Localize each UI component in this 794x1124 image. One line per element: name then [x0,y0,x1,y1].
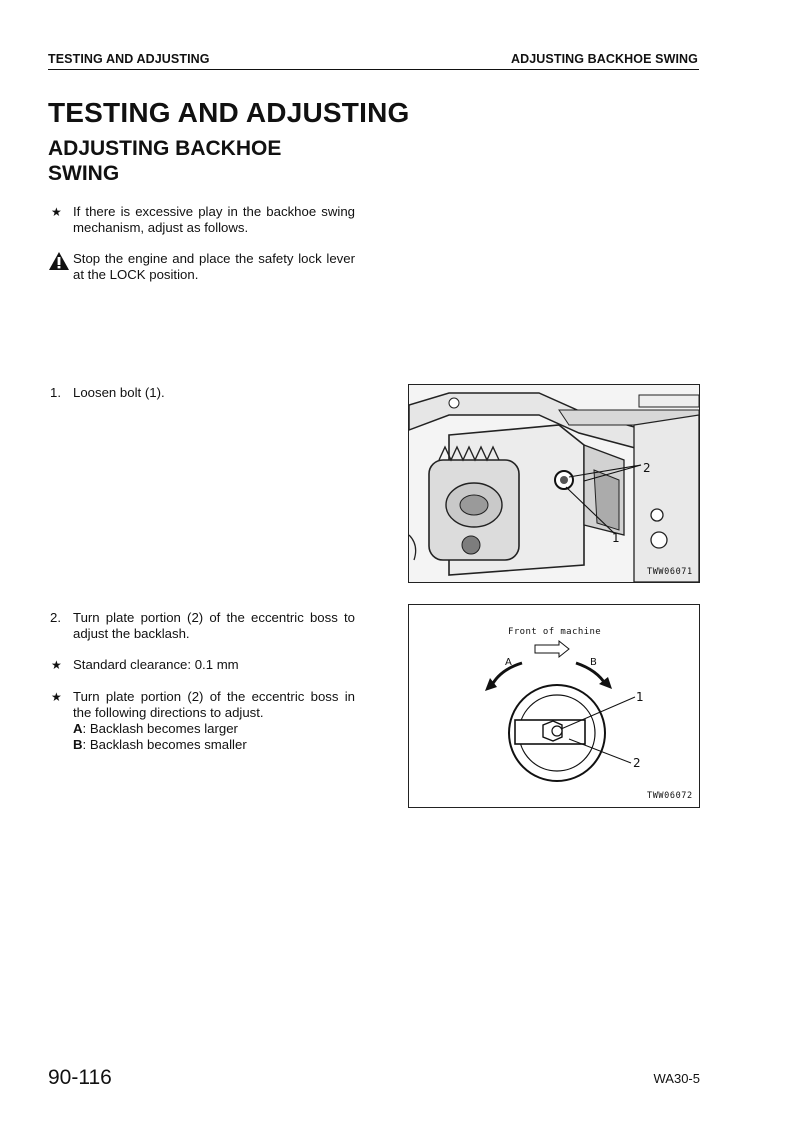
callout-1: 1 [612,531,621,545]
callout-2: 2 [633,756,642,770]
step-1 [48,385,355,401]
figure-code: TWW06071 [647,567,693,577]
direction-note [48,689,355,753]
page-number: 90-116 [48,1066,112,1089]
running-header-right: ADJUSTING BACKHOE SWING [510,52,698,66]
step-1-number: 1. [50,385,61,400]
page-title: TESTING AND ADJUSTING [48,97,410,128]
option-b-key: B [73,737,83,752]
step-2-text: Turn plate portion (2) of the eccentric boss to adjust the backlash. [73,610,355,641]
callout-2: 2 [643,461,652,475]
step-2 [48,610,355,642]
step-2-number: 2. [50,610,61,625]
figure-eccentric-boss [408,604,700,808]
star-marker: ★ [51,690,62,704]
label-b: B [590,657,598,668]
figure-code: TWW06072 [647,791,693,801]
page-subtitle [48,136,348,186]
callout-1: 1 [636,690,645,704]
running-header-left: TESTING AND ADJUSTING [48,52,210,66]
direction-text: Turn plate portion (2) of the eccentric boss in the following directions to adjust. [73,689,355,720]
model-code: WA30-5 [653,1071,700,1086]
safety-warning [48,251,355,283]
star-marker: ★ [51,658,62,672]
arrow-right-icon [535,641,569,657]
star-marker: ★ [51,205,62,219]
eccentric-boss-diagram [409,605,699,807]
bolt-illustration [409,385,699,582]
step-1-text: Loosen bolt (1). [73,385,165,400]
intro-note-text: If there is excessive play in the backhoe swing mechanism, adjust as follows. [73,204,355,235]
clearance-note [48,657,355,673]
intro-note [48,204,355,236]
label-a: A [505,657,513,668]
warning-triangle-icon [48,251,70,271]
option-b [73,737,355,753]
front-of-machine-label: Front of machine [508,627,602,637]
warning-text: Stop the engine and place the safety lock lever at the LOCK position. [73,251,355,282]
subtitle-line-1: ADJUSTING BACKHOE [48,137,282,160]
figure-bolt-photo [408,384,700,583]
clearance-text: Standard clearance: 0.1 mm [73,657,239,672]
option-a [73,721,355,737]
subtitle-line-2: SWING [48,162,120,185]
option-a-text: : Backlash becomes larger [82,721,238,736]
option-b-text: : Backlash becomes smaller [82,737,247,752]
header-rule [48,69,699,70]
option-a-key: A [73,721,83,736]
